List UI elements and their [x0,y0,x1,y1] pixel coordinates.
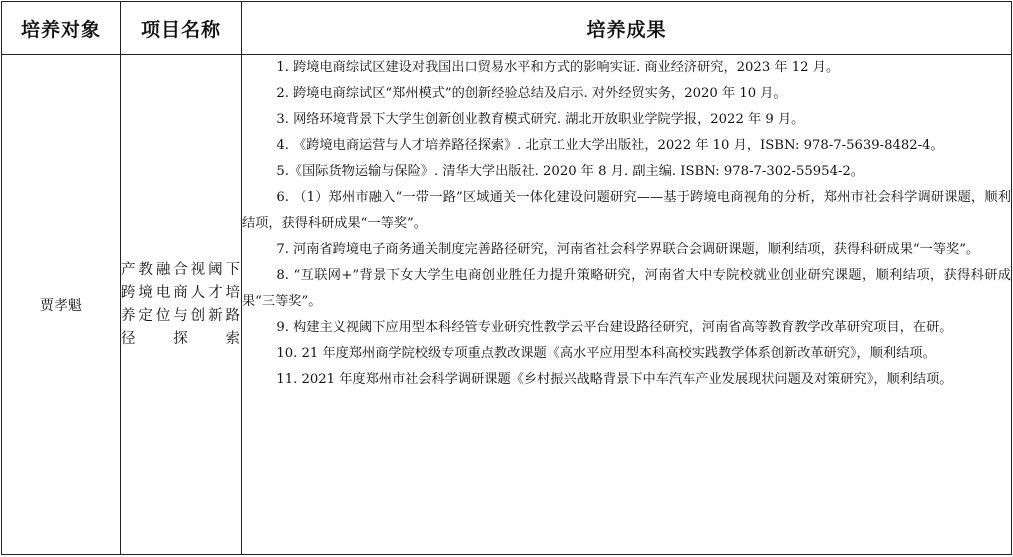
person-name: 贾孝魁 [2,55,121,555]
header-outcomes: 培养成果 [242,2,1012,55]
outcome-item: 3. 网络环境背景下大学生创新创业教育模式研究. 湖北开放职业学院学报，2022 年 9 月。 [276,112,805,127]
outcome-item: 6. （1）郑州市融入“一带一路”区域通关一体化建设问题研究——基于跨境电商视角的分析，郑州市社会科学调研课题，顺利结项，获得科研成果“一等奖”。 [242,190,1011,231]
header-project: 项目名称 [121,2,242,55]
header-row [2,2,1012,55]
outcome-item: 7. 河南省跨境电子商务通关制度完善路径研究，河南省社会科学界联合会调研课题，顺利结项，获得科研成果“一等奖”。 [276,242,980,257]
outcomes-table [1,1,1012,555]
outcome-item: 4. 《跨境电商运营与人才培养路径探索》. 北京工业大学出版社，2022 年 10 月，ISBN: 978-7-5639-8482-4。 [276,138,944,153]
outcome-item: 11. 2021 年度郑州市社会科学调研课题《乡村振兴战略背景下中车汽车产业发展现状问题及对策研究》，顺利结项。 [276,372,953,387]
outcome-list [242,55,1011,393]
table-row [2,55,1012,555]
outcome-item: 9. 构建主义视阈下应用型本科经管专业研究性教学云平台建设路径研究，河南省高等教育教学改革研究项目，在研。 [276,320,953,335]
outcomes-cell [242,55,1012,555]
outcome-item: 10. 21 年度郑州商学院校级专项重点教改课题《高水平应用型本科高校实践教学体系创新改革研究》，顺利结项。 [276,346,936,361]
outcome-item: 2. 跨境电商综试区“郑州模式”的创新经验总结及启示. 对外经贸实务，2020 年 10 月。 [276,86,787,101]
header-target: 培养对象 [2,2,121,55]
project-name: 产教融合视阈下跨境电商人才培养定位与创新路径探索 [121,55,242,555]
outcome-item: 1. 跨境电商综试区建设对我国出口贸易水平和方式的影响实证. 商业经济研究，2023 年 12 月。 [276,60,840,75]
outcome-item: 5.《国际货物运输与保险》. 清华大学出版社. 2020 年 8 月. 副主编. ISBN: 978-7-302-55954-2。 [276,164,864,179]
outcome-item: 8. “互联网+”背景下女大学生电商创业胜任力提升策略研究，河南省大中专院校就业创业研究课题，顺利结项，获得科研成果“三等奖”。 [242,268,1011,309]
